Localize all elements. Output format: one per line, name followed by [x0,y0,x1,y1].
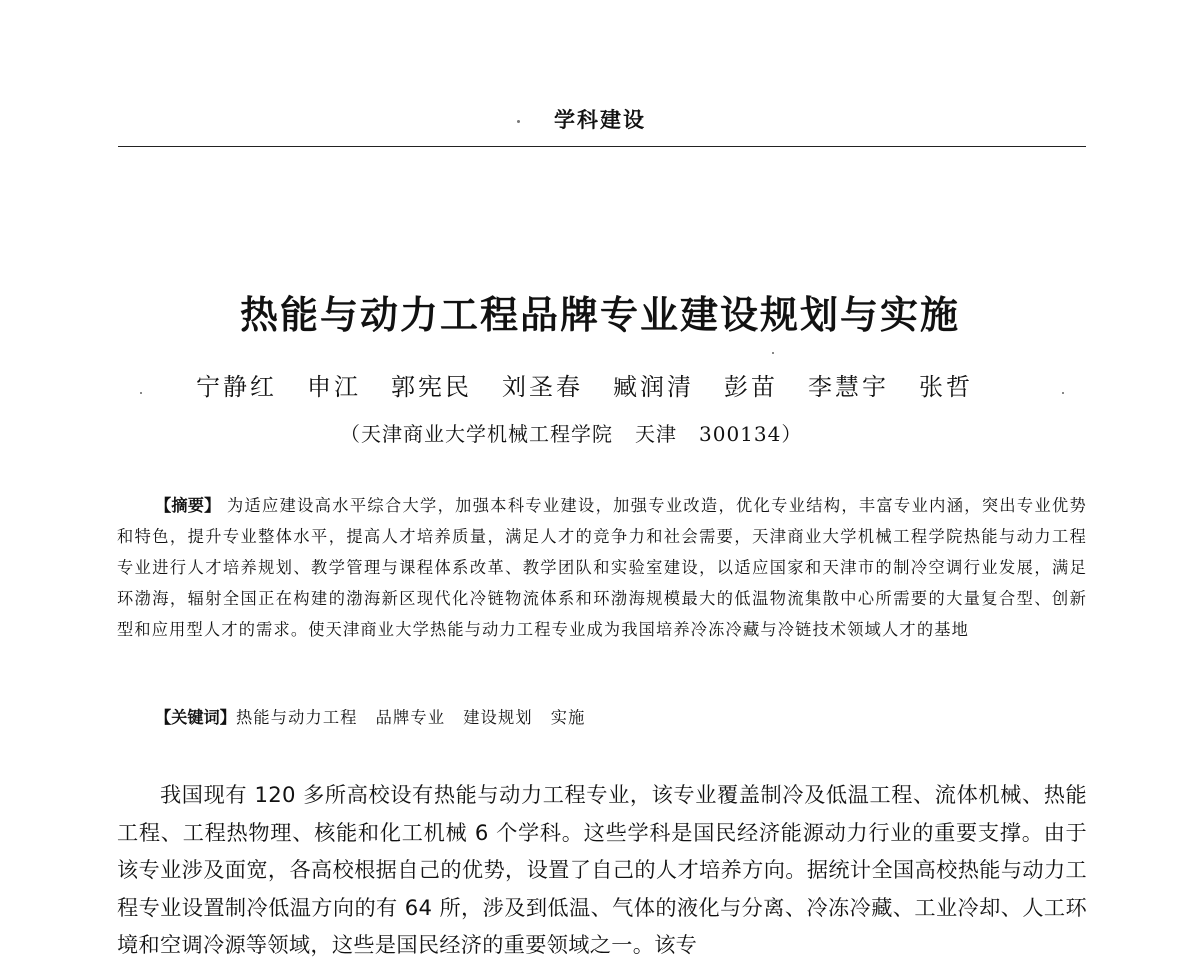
author-name: 李慧宇 [808,373,889,401]
author-name: 宁静红 [196,373,277,401]
author-name: 臧润清 [613,373,694,401]
author-affiliation [340,418,802,447]
section-header: 学科建设 [554,108,646,132]
author-name: 张哲 [919,373,973,401]
affiliation-institution: （天津商业大学机械工程学院 [340,422,613,446]
scan-speck [140,392,142,394]
author-name: 郭宪民 [391,373,472,401]
author-name: 刘圣春 [502,373,583,401]
keyword: 实施 [550,708,586,727]
header-dot [517,120,520,123]
header-rule [118,146,1086,147]
keyword: 建设规划 [463,708,533,727]
abstract-label: 【摘要】 [155,496,221,515]
body-paragraph: 我国现有 120 多所高校设有热能与动力工程专业，该专业覆盖制冷及低温工程、流体机械、热能工程、工程热物理、核能和化工机械 6 个学科。这些学科是国民经济能源动力行业的重要支撑。由于该专业涉及面宽，各高校根据自己的优势，设置了自己的人才培养方向。据统计全国高校热能与动力工程专业设置制冷低温方向的有 64 所，涉及到低温、气体的液化与分离、冷冻冷藏、工业冷却、人工环境和空调冷源等领域，这些是国民经济的重要领域之一。该专 [117,782,1087,958]
scan-speck [772,352,774,354]
author-name: 彭苗 [724,373,778,401]
scan-speck [1062,392,1064,394]
author-name: 申江 [307,373,361,401]
keywords [155,704,586,728]
affiliation-city: 天津 [635,422,677,446]
author-list [196,367,1016,402]
keyword: 品牌专业 [375,708,446,727]
keyword: 热能与动力工程 [235,708,358,727]
affiliation-postcode: 300134） [699,422,803,446]
abstract [117,490,1087,645]
abstract-text: 为适应建设高水平综合大学，加强本科专业建设，加强专业改造，优化专业结构，丰富专业内涵，突出专业优势和特色，提升专业整体水平，提高人才培养质量，满足人才的竞争力和社会需要，天津商业大学机械工程学院热能与动力工程专业进行人才培养规划、教学管理与课程体系改革、教学团队和实验室建设，以适应国家和天津市的制冷空调行业发展，满足环渤海，辐射全国正在构建的渤海新区现代化冷链物流体系和环渤海规模最大的低温物流集散中心所需要的大量复合型、创新型和应用型人才的需求。使天津商业大学热能与动力工程专业成为我国培养冷冻冷藏与冷链技术领域人才的基地 [117,496,1087,639]
keywords-label: 【关键词】 [155,708,236,727]
article-title: 热能与动力工程品牌专业建设规划与实施 [239,293,960,337]
